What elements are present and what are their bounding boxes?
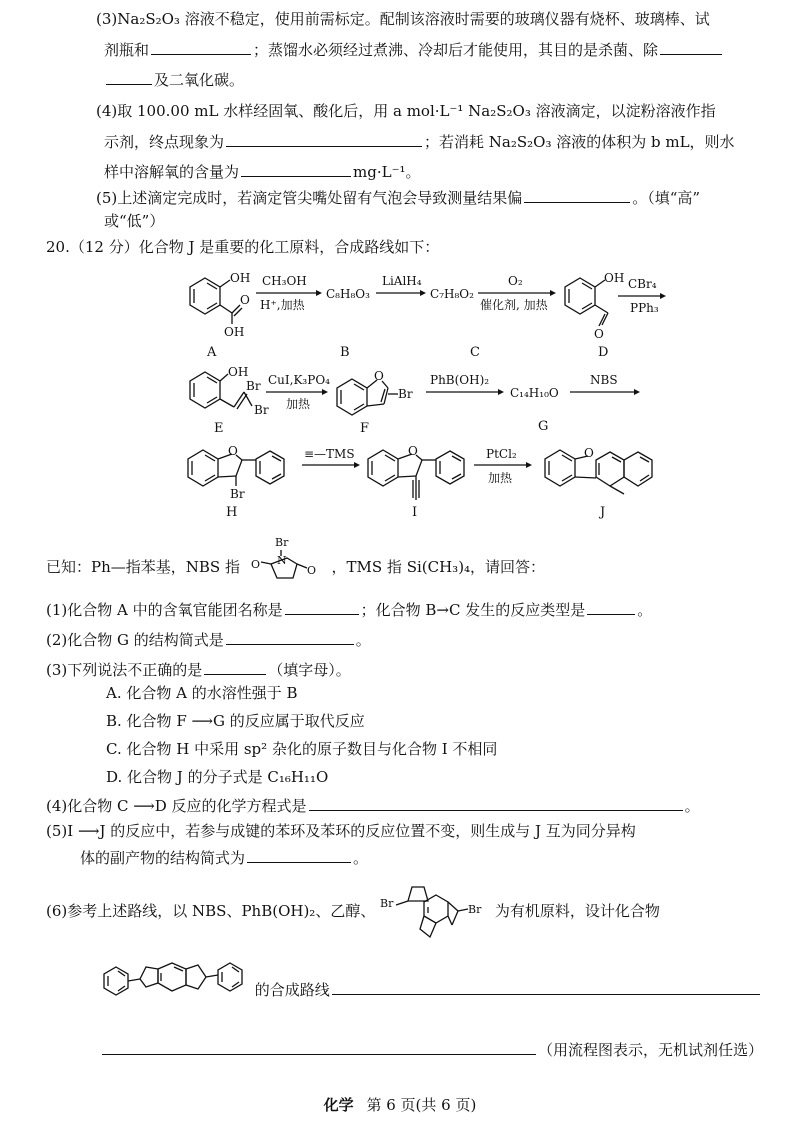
svg-text:LiAlH₄: LiAlH₄ — [382, 274, 422, 288]
q20-1: (1)化合物 A 中的含氧官能团名称是 ；化合物 B→C 发生的反应类型是 。 — [46, 598, 652, 621]
compound-E-structure — [190, 365, 269, 417]
arrow-G-H — [570, 373, 640, 395]
q19-p3-line2: 剂瓶和 ；蒸馏水必须经过煮沸、冷却后才能使用，其目的是杀菌、除 — [104, 38, 724, 61]
option-B: B. 化合物 F ⟶G 的反应属于取代反应 — [106, 712, 365, 730]
svg-text:加热: 加热 — [286, 397, 311, 411]
svg-text:H⁺,加热: H⁺,加热 — [260, 298, 305, 312]
label-J: J — [600, 505, 606, 520]
option-A: A. 化合物 A 的水溶性强于 B — [106, 684, 298, 702]
svg-text:OH: OH — [230, 271, 251, 285]
svg-text:CH₃OH: CH₃OH — [262, 274, 307, 288]
label-G: G — [538, 419, 549, 434]
answer-blank[interactable] — [226, 628, 354, 645]
compound-D-structure — [565, 271, 624, 341]
label-I: I — [412, 505, 418, 520]
svg-text:PtCl₂: PtCl₂ — [486, 447, 517, 461]
svg-text:O: O — [306, 564, 316, 577]
svg-text:CuI,K₃PO₄: CuI,K₃PO₄ — [268, 373, 330, 387]
q19-p4-line3: 样中溶解氧的含量为 mg·L⁻¹。 — [104, 160, 421, 183]
label-H: H — [226, 505, 238, 520]
svg-text:催化剂, 加热: 催化剂, 加热 — [480, 298, 548, 312]
q20-6-line1: (6)参考上述路线，以 NBS、PhB(OH)₂、乙醇、 Br Br 为有机原料，设计化合物 — [46, 900, 660, 923]
svg-text:PhB(OH)₂: PhB(OH)₂ — [430, 373, 490, 387]
synthesis-scheme — [0, 0, 800, 530]
answer-blank[interactable] — [102, 1038, 536, 1055]
compound-F-structure — [337, 369, 413, 415]
q20-3: (3)下列说法不正确的是 （填字母）。 — [46, 658, 351, 681]
answer-blank[interactable] — [587, 598, 635, 615]
compound-J-structure — [545, 446, 652, 494]
label-B: B — [340, 345, 350, 360]
q20-5-line2: 体的副产物的结构简式为 。 — [80, 846, 368, 869]
q20-2: (2)化合物 G 的结构简式是 。 — [46, 628, 371, 651]
label-D: D — [598, 345, 609, 360]
footer-page: 第 6 页(共 6 页) — [366, 1096, 477, 1114]
svg-text:O: O — [240, 293, 250, 307]
svg-text:OH: OH — [604, 271, 625, 285]
svg-text:O: O — [594, 327, 604, 341]
arrow-B-C — [376, 274, 426, 296]
svg-text:O: O — [250, 558, 260, 571]
answer-blank[interactable] — [309, 794, 683, 811]
answer-blank[interactable] — [204, 658, 266, 675]
svg-text:CBr₄: CBr₄ — [628, 277, 657, 291]
arrow-D-E — [618, 277, 666, 315]
q19-p4-line1: (4)取 100.00 mL 水样经固氧、酸化后，用 a mol·L⁻¹ Na₂S₂O₃ 溶液滴定，以淀粉溶液作指 — [96, 102, 716, 120]
svg-text:NBS: NBS — [590, 373, 618, 387]
compound-H-structure — [188, 444, 284, 501]
answer-blank[interactable] — [285, 598, 359, 615]
svg-text:Br: Br — [468, 903, 482, 916]
label-A: A — [207, 345, 217, 360]
svg-text:O₂: O₂ — [508, 274, 523, 288]
thiophene-dibromide-structure — [380, 867, 490, 947]
footer-subject: 化学 — [323, 1096, 354, 1114]
svg-text:Br: Br — [380, 897, 394, 910]
svg-text:O: O — [584, 446, 594, 460]
arrow-H-I — [302, 447, 360, 468]
svg-text:≡—TMS: ≡—TMS — [304, 447, 355, 461]
arrow-E-F — [266, 373, 330, 411]
formula-G: C₁₄H₁₀O — [510, 386, 559, 400]
known-line: 已知：Ph—指苯基，NBS 指 Br N O O ，TMS 指 Si(CH₃)₄，请回答： — [46, 554, 545, 582]
arrow-A-B — [256, 274, 322, 312]
svg-text:加热: 加热 — [488, 471, 513, 485]
svg-text:Br: Br — [398, 387, 413, 401]
svg-text:Br: Br — [274, 536, 289, 549]
q19-p5-line1: (5)上述滴定完成时，若滴定管尖嘴处留有气泡会导致测量结果偏 。（填“高” — [96, 186, 700, 209]
formula-B: C₈H₈O₃ — [326, 287, 370, 301]
label-F: F — [360, 421, 370, 436]
arrow-C-D — [478, 274, 556, 312]
svg-text:O: O — [374, 369, 384, 383]
q19-p3-line1: (3)Na₂S₂O₃ 溶液不稳定，使用前需标定。配制该溶液时需要的玻璃仪器有烧杯、玻璃棒、试 — [96, 10, 710, 28]
svg-text:OH: OH — [228, 365, 249, 379]
nbs-structure — [247, 536, 325, 582]
option-C: C. 化合物 H 中采用 sp² 杂化的原子数目与化合物 I 不相同 — [106, 740, 498, 758]
q20-6-line2: 的合成路线 — [100, 978, 762, 1001]
q19-p4-line2: 示剂，终点现象为 ；若消耗 Na₂S₂O₃ 溶液的体积为 b mL，则水 — [104, 130, 735, 153]
q20-6-line3: （用流程图表示，无机试剂任选） — [100, 1038, 763, 1061]
compound-I-structure — [368, 444, 464, 500]
formula-C: C₇H₈O₂ — [430, 287, 474, 301]
q19-p5-line2: 或“低”） — [104, 212, 165, 230]
q20-4: (4)化合物 C ⟶D 反应的化学方程式是 。 — [46, 794, 700, 817]
q19-p3-line3: 及二氧化碳。 — [104, 68, 244, 91]
svg-text:Br: Br — [254, 403, 269, 417]
answer-blank[interactable] — [247, 846, 351, 863]
svg-text:Br: Br — [230, 487, 245, 501]
q20-5-line1: (5)I ⟶J 的反应中，若参与成键的苯环及苯环的反应位置不变，则生成与 J 互为同分异构 — [46, 822, 636, 840]
svg-text:O: O — [228, 444, 238, 458]
arrow-I-J — [474, 447, 532, 485]
compound-A-structure — [190, 271, 250, 339]
label-E: E — [214, 421, 224, 436]
option-D: D. 化合物 J 的分子式是 C₁₆H₁₁O — [106, 768, 329, 786]
arrow-F-G — [426, 373, 504, 395]
target-compound-structure — [100, 949, 250, 1011]
svg-text:PPh₃: PPh₃ — [630, 301, 659, 315]
svg-text:O: O — [408, 444, 418, 458]
label-C: C — [470, 345, 480, 360]
page-footer — [0, 1094, 800, 1115]
svg-text:Br: Br — [246, 379, 261, 393]
q20-intro: 20.（12 分）化合物 J 是重要的化工原料，合成路线如下： — [46, 238, 440, 256]
svg-text:OH: OH — [224, 325, 245, 339]
answer-blank[interactable] — [332, 978, 760, 995]
svg-text:N: N — [276, 554, 287, 567]
